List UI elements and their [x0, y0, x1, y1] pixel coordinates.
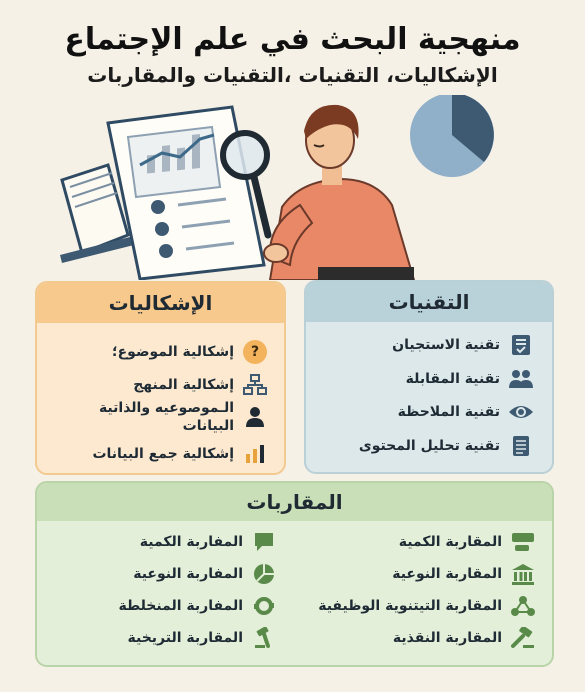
network-icon — [510, 593, 536, 619]
approaches-card — [35, 481, 554, 667]
problem-item — [48, 339, 268, 365]
researcher-illustration — [0, 95, 585, 280]
problem-item — [48, 397, 268, 437]
interview-icon — [508, 366, 534, 392]
approach-item-label: المقاربة التريخية — [127, 630, 243, 646]
problem-item-label: إشكالية جمع البيانات — [92, 446, 234, 462]
flowchart-icon — [242, 372, 268, 398]
speech-icon — [510, 529, 536, 555]
chat-icon — [251, 529, 277, 555]
technique-item-label: تقنية الاستجيان — [392, 337, 500, 353]
document-icon — [508, 433, 534, 459]
gavel-icon — [510, 625, 536, 651]
eye-icon — [508, 399, 534, 425]
approach-item-label: المقاربة النقذية — [392, 630, 502, 646]
techniques-card-title: التقنيات — [306, 282, 552, 322]
approach-item-label: المفاربة النوعية — [133, 566, 243, 582]
approach-item — [77, 593, 277, 619]
approach-item-label: المقاربة النوعية — [392, 566, 502, 582]
approach-item-label: المفاربة الكمية — [139, 534, 243, 550]
approach-item — [77, 529, 277, 555]
question-icon: ? — [242, 339, 268, 365]
problem-item-label: الـموصوعيه والذاتية البيانات — [98, 400, 234, 434]
hammer-icon — [251, 625, 277, 651]
technique-item — [324, 366, 534, 392]
problems-card — [35, 281, 286, 475]
problems-card-title: الإشكاليات — [37, 283, 284, 323]
approach-item-label: المقاربة التيتنوية الوظيفية — [318, 598, 502, 614]
approaches-card-title: المقاربات — [37, 483, 552, 521]
survey-icon — [508, 332, 534, 358]
refresh-icon — [251, 593, 277, 619]
pie-icon — [251, 561, 277, 587]
page-subtitle: الإشكاليات، التقنيات ،التقنيات والمقاربات — [87, 63, 498, 87]
technique-item — [324, 332, 534, 358]
problem-item-label: إشكالية الموضوع؛ — [112, 344, 234, 360]
person-icon — [242, 404, 268, 430]
techniques-card — [304, 280, 554, 474]
approach-item — [296, 561, 536, 587]
technique-item-label: تقنية تحليل المحتوى — [358, 438, 500, 454]
bar-chart-icon — [242, 441, 268, 467]
approach-item — [77, 561, 277, 587]
researcher-person — [264, 105, 414, 280]
technique-item-label: تقنية المقابلة — [405, 371, 500, 387]
problem-item — [48, 372, 268, 398]
technique-item — [324, 399, 534, 425]
technique-item-label: تقنية الملاحظة — [397, 404, 500, 420]
approach-item — [276, 593, 536, 619]
building-icon — [510, 561, 536, 587]
technique-item — [324, 433, 534, 459]
approach-item-label: المقاربة الكمية — [398, 534, 502, 550]
page-title: منهجية البحث في علم الإجتماع — [64, 22, 521, 57]
approach-item — [296, 625, 536, 651]
approach-item — [296, 529, 536, 555]
pie-chart-icon — [410, 95, 494, 177]
problem-item — [48, 441, 268, 467]
approach-item-label: المفاربة المنخلطة — [118, 598, 243, 614]
problem-item-label: إشكالية المنهج — [133, 377, 234, 393]
approach-item — [77, 625, 277, 651]
